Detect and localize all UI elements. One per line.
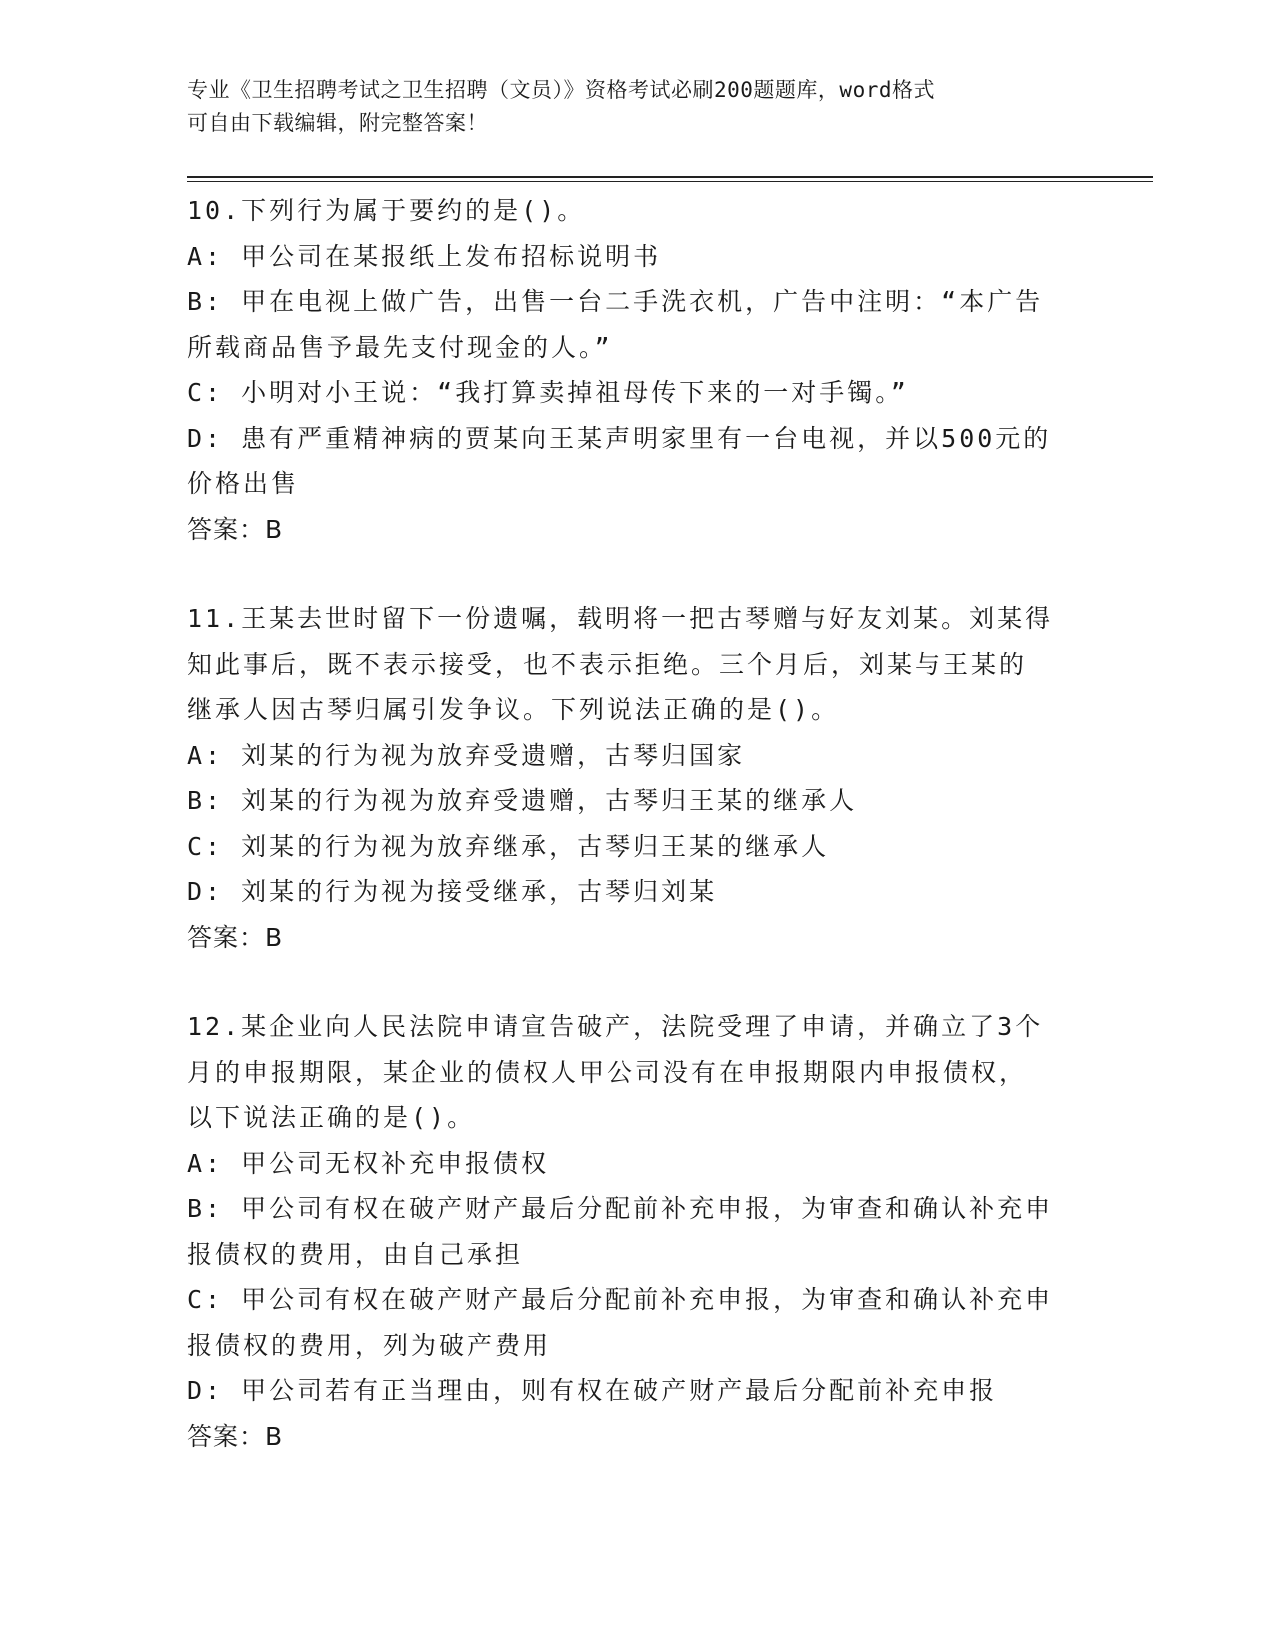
option-d-continued: 价格出售 [187,469,300,498]
header-divider-thin [187,181,1153,182]
answer-label: 答案：B [187,514,284,544]
question-stem-line: 12.某企业向人民法院申请宣告破产，法院受理了申请，并确立了3个 [187,1012,1044,1041]
option-b-continued: 所载商品售予最先支付现金的人。” [187,332,613,362]
option-d: D: 刘某的行为视为接受继承，古琴归刘某 [187,877,718,906]
page-header [187,74,1067,140]
header-divider-thick [187,176,1153,178]
header-line-2: 可自由下载编辑，附完整答案！ [187,111,488,135]
option-d: D: 患有严重精神病的贾某向王某声明家里有一台电视，并以500元的 [187,423,1052,453]
question-stem-line: 知此事后，既不表示接受，也不表示拒绝。三个月后，刘某与王某的 [187,649,1028,679]
question-10 [187,188,1087,552]
question-stem-line: 10.下列行为属于要约的是()。 [187,196,586,225]
question-stem-line: 以下说法正确的是()。 [187,1103,476,1132]
option-a: A: 甲公司无权补充申报债权 [187,1148,550,1178]
option-b: B: 甲公司有权在破产财产最后分配前补充申报，为审查和确认补充申 [187,1194,1054,1223]
option-b: B: 刘某的行为视为放弃受遗赠，古琴归王某的继承人 [187,786,858,815]
header-line-1: 专业《卫生招聘考试之卫生招聘（文员）》资格考试必刷200题题库，word格式 [187,78,935,102]
question-11 [187,596,1087,960]
question-stem-line: 月的申报期限，某企业的债权人甲公司没有在申报期限内申报债权， [187,1057,1028,1087]
option-a: A: 甲公司在某报纸上发布招标说明书 [187,241,662,271]
question-stem-line: 11.王某去世时留下一份遗嘱，载明将一把古琴赠与好友刘某。刘某得 [187,604,1054,633]
answer-label: 答案：B [187,1421,284,1451]
question-list [187,188,1087,1503]
question-stem-line: 继承人因古琴归属引发争议。下列说法正确的是()。 [187,695,840,724]
option-c: C: 刘某的行为视为放弃继承，古琴归王某的继承人 [187,831,830,861]
option-c: C: 小明对小王说：“我打算卖掉祖母传下来的一对手镯。” [187,378,909,407]
option-b-continued: 报债权的费用，由自己承担 [187,1239,524,1269]
answer-label: 答案：B [187,922,284,952]
question-12 [187,1004,1087,1459]
option-a: A: 刘某的行为视为放弃受遗赠，古琴归国家 [187,740,746,770]
option-c: C: 甲公司有权在破产财产最后分配前补充申报，为审查和确认补充申 [187,1285,1054,1314]
option-c-continued: 报债权的费用，列为破产费用 [187,1330,552,1360]
option-b: B: 甲在电视上做广告，出售一台二手洗衣机，广告中注明：“本广告 [187,287,1044,316]
option-d: D: 甲公司若有正当理由，则有权在破产财产最后分配前补充申报 [187,1376,998,1405]
